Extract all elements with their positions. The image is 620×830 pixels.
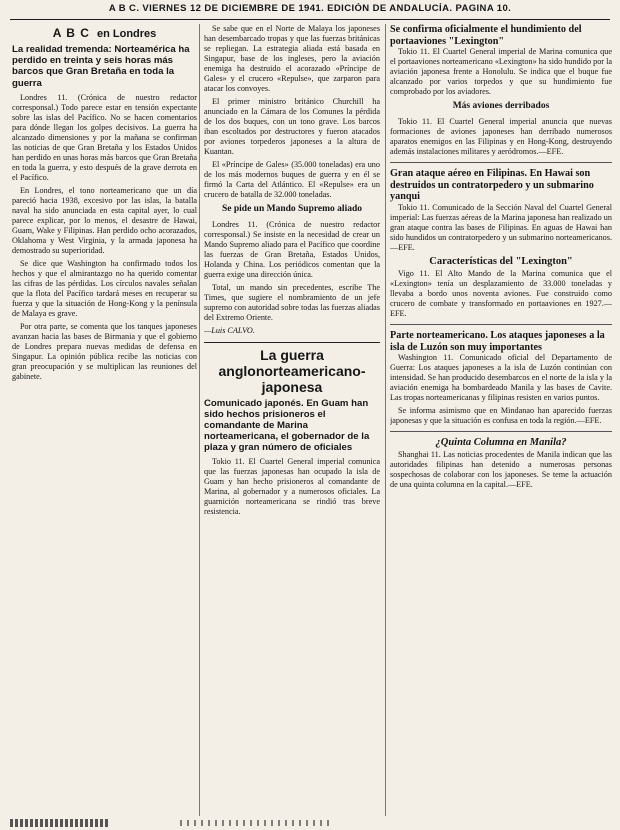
article-paragraph: El primer ministro británico Churchill ha anunciado en la Cámara de los Comunes la pérdida de los dos buques, con un tono grave. Los barcos iban escoltados por destructores y fueron atacados por aviones torpederos japoneses a la altura de Kuantan. bbox=[204, 97, 380, 156]
column-rule bbox=[199, 24, 200, 816]
byline: —Luis CALVO. bbox=[204, 325, 255, 335]
section-abc: A B C bbox=[52, 26, 90, 40]
divider bbox=[390, 431, 612, 432]
headline-lexington: Se confirma oficialmente el hundimiento del portaaviones "Lexington" bbox=[390, 24, 582, 47]
column-rule bbox=[385, 24, 386, 816]
column-left bbox=[12, 24, 197, 816]
divider bbox=[390, 324, 612, 325]
article-paragraph: Tokio 11. Comunicado de la Sección Naval del Cuartel General imperial: Las fuerzas aéreas de la Marina japonesa han realizado un gran ataque contra las bases de Filipinas. En aguas de Hawai han sido hundidos un contratorpedero y un submarino norteamericanos.—EFE. bbox=[390, 203, 612, 253]
print-marks bbox=[180, 820, 330, 826]
lead-headline: Comunicado japonés. En Guam han sido hechos prisioneros el comandante de Marina norteamericana, el gobernador de la plaza y gran número de oficiales bbox=[204, 397, 370, 453]
article-paragraph: Se informa asimismo que en Mindanao han aparecido fuerzas japonesas y que la situación es confusa en toda la región.—EFE. bbox=[390, 406, 612, 426]
column-middle bbox=[204, 24, 380, 816]
article-paragraph: Se sabe que en el Norte de Malaya los japoneses han desembarcado tropas y que las fuerzas británicas se repliegan. La estrategia aliada está basada en Singapur, base de los ingleses, pero la aviación enemiga ha destruido el acorazado «Príncipe de Gales» y el crucero «Repulse», que zarparon para atacar los convoyes. bbox=[204, 24, 380, 93]
article-paragraph: El «Príncipe de Gales» (35.000 toneladas) era uno de los más modernos buques de guerra y en él se firmó la Carta del Atlántico. El «Repulse» era un crucero de batalla de 32.000 toneladas. bbox=[204, 160, 380, 199]
article-paragraph: Tokio 11. El Cuartel General imperial anuncia que nuevas formaciones de aviones japoneses han derribado numerosos aparatos enemigos en las Filipinas y en Hong-Kong, destruyendo además instalaciones militares y aeródromos.—EFE. bbox=[390, 117, 612, 157]
article-paragraph: Tokio 11. El Cuartel General imperial comunica que las fuerzas japonesas han ocupado la isla de Guam y han hecho prisioneros al comandante de Marina, al gobernador y a numerosos oficiales. La guarnición norteamericana se rindió tras breve resistencia. bbox=[204, 457, 380, 517]
headline-luzon: Parte norteamericano. Los ataques japoneses a la isla de Luzón son muy importantes bbox=[390, 329, 605, 353]
headline-philippines: Gran ataque aéreo en Filipinas. En Hawai son destruidos un contratorpedero y un submarino yanqui bbox=[390, 168, 594, 203]
article-paragraph: Washington 11. Comunicado oficial del Departamento de Guerra: Los ataques japoneses a la isla de Luzón continúan con intensidad. Se han producido desembarcos en el norte de la isla y la aviación enemiga ha bombardeado Manila y las bases de Cavite. Las tropas norteamericanas y filipinas resisten en varios puntos. bbox=[390, 353, 612, 403]
article-paragraph: Total, un mando sin precedentes, escribe The Times, que sugiere el nombramiento de un jefe supremo con autoridad sobre todas las fuerzas aliadas del Extremo Oriente. bbox=[204, 282, 380, 322]
article-paragraph: Shanghai 11. Las noticias procedentes de Manila indican que las autoridades filipinas han detenido a numerosas personas sospechosas de colaborar con los japoneses. Se teme la actuación de una quinta columna en la capital.—EFE. bbox=[390, 450, 612, 490]
headline-fifth-column: ¿Quinta Columna en Manila? bbox=[435, 437, 567, 449]
article-paragraph: En Londres, el tono norteamericano que un día pareció hacia 1938, excesivo por las islas, la batalla naval ha sido anunciada en esta capital ayer, lo cual parece explicar, por lo menos, el desastre de Hawai, Guam, Wake y Filipinas. Han perdido ocho acorazados, Oklahoma y West Virginia, y la armada japonesa ha demostrado su superioridad. bbox=[12, 185, 197, 255]
column-right bbox=[390, 24, 612, 816]
section-heading bbox=[12, 26, 197, 41]
subheading: Más aviones derribados bbox=[452, 101, 550, 112]
article-paragraph: Londres 11. (Crónica de nuestro redactor corresponsal.) Se insiste en la necesidad de crear un Mando Supremo aliado para el Pacífico que coordine las fuerzas de Gran Bretaña, Estados Unidos, Holanda y China. Los periódicos comentan que la guerra exige una dirección única. bbox=[204, 219, 380, 279]
article-paragraph: Vigo 11. El Alto Mando de la Marina comunica que el «Lexington» tenía un desplazamiento de 33.000 toneladas y llevaba a bordo unos noventa aviones. Fue construido como crucero de combate y transformado en portaaviones en 1927.—EFE. bbox=[390, 268, 612, 318]
running-head: A B C. VIERNES 12 DE DICIEMBRE DE 1941. EDICIÓN DE ANDALUCÍA. PAGINA 10. bbox=[10, 3, 610, 20]
print-marks bbox=[10, 819, 110, 827]
section-city: en Londres bbox=[97, 28, 157, 40]
main-headline: La guerra anglonorteamericano-japonesa bbox=[204, 342, 380, 395]
divider bbox=[390, 162, 612, 163]
article-paragraph: Se dice que Washington ha confirmado todos los hechos y que el almirantazgo no ha querido comentar las cifras de las pérdidas. Los círculos navales señalan que la flota del Pacífico tardará meses en recuperar su fuerza y que la situación de Hong-Kong y la península de Malaya es grave. bbox=[12, 258, 197, 318]
lead-headline: La realidad tremenda: Norteamérica ha perdido en treinta y seis horas más barcos que Gran Bretaña en toda la guerra bbox=[12, 44, 190, 89]
article-paragraph: Por otra parte, se comenta que los tanques japoneses avanzan hacia las bases de Birmania y que el gobierno de Londres prepara nuevas medidas de defensa en Singapur. La opinión pública recibe las noticias con gran preocupación y se multiplican las reuniones del gabinete. bbox=[12, 321, 197, 381]
subheading: Se pide un Mando Supremo aliado bbox=[222, 204, 362, 214]
article-paragraph: Londres 11. (Crónica de nuestro redactor corresponsal.) Todo parece estar en tensión expectante sobre las islas del Pacífico. No se hacen comentarios para dónde llegan los golpes decisivos. La guerra ha alcanzado dimensiones y por la mañana se confirman las noticias de que Gran Bretaña y los Estados Unidos han perdido en unas horas más barcos que Gran Bretaña en toda la guerra, y esto después de la grave derrota en el Pacífico. bbox=[12, 92, 197, 182]
headline-characteristics: Características del "Lexington" bbox=[429, 256, 573, 268]
article-paragraph: Tokio 11. El Cuartel General imperial de Marina comunica que el portaaviones norteamericano «Lexington» ha sido hundido por la aviación japonesa frente a Honolulu. Se indica que el buque fue alcanzado por varios torpedos y que su hundimiento fue comprobado por los aviadores. bbox=[390, 47, 612, 97]
